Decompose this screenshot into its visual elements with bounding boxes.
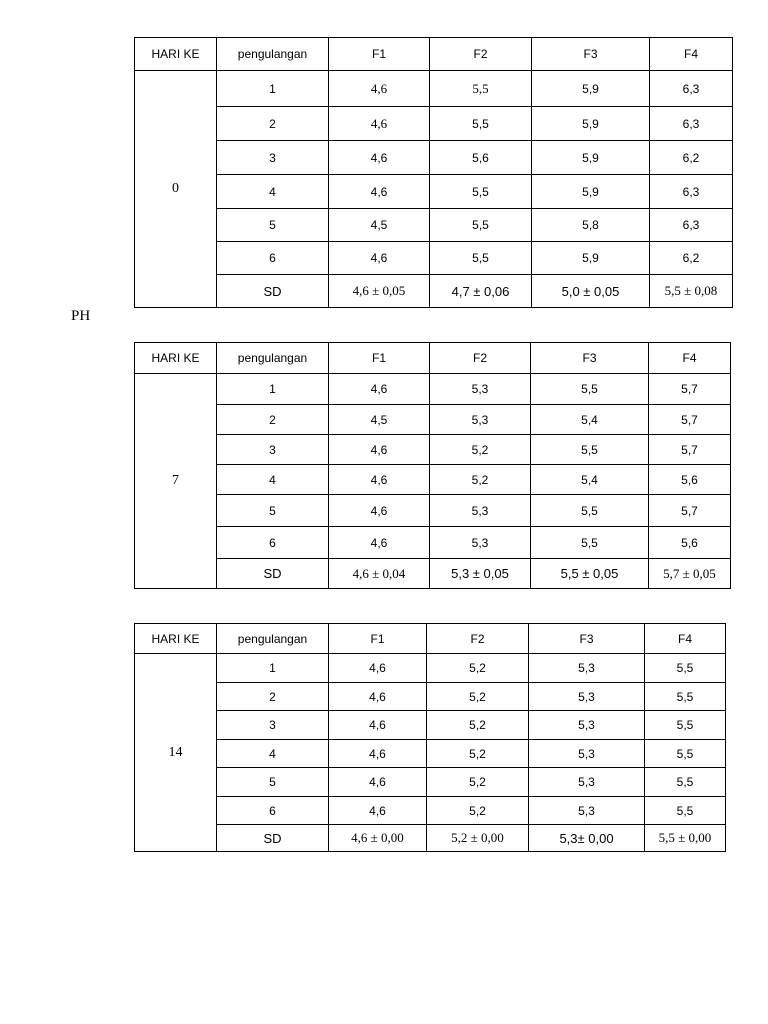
f3-cell: 5,9 bbox=[532, 242, 650, 275]
rep-cell: 2 bbox=[217, 107, 329, 141]
f3-cell: 5,9 bbox=[532, 141, 650, 175]
table-row bbox=[135, 209, 733, 242]
f2-cell: 5,3 bbox=[430, 374, 531, 405]
f1-cell: 4,6 bbox=[329, 175, 430, 209]
day-cell: 0 bbox=[135, 71, 217, 308]
rep-cell: 5 bbox=[217, 495, 329, 527]
header-hari-ke: HARI KE bbox=[135, 38, 217, 71]
ph-table-day-0 bbox=[134, 37, 733, 308]
f4-cell: 5,5 bbox=[645, 797, 726, 825]
f2-cell: 5,2 bbox=[430, 435, 531, 465]
f1-cell: 4,6 bbox=[329, 71, 430, 107]
f4-cell: 5,7 bbox=[649, 435, 731, 465]
f1-sd-cell: 4,6 ± 0,04 bbox=[329, 559, 430, 589]
table-row bbox=[135, 495, 731, 527]
rep-cell: 5 bbox=[217, 209, 329, 242]
f3-cell: 5,5 bbox=[531, 527, 649, 559]
f3-cell: 5,3 bbox=[529, 683, 645, 711]
f4-cell: 5,7 bbox=[649, 495, 731, 527]
f4-sd-cell: 5,7 ± 0,05 bbox=[649, 559, 731, 589]
table-row bbox=[135, 405, 731, 435]
rep-cell: 1 bbox=[217, 71, 329, 107]
sd-row bbox=[135, 559, 731, 589]
header-f2: F2 bbox=[427, 624, 529, 654]
f4-cell: 5,5 bbox=[645, 711, 726, 740]
header-row bbox=[135, 343, 731, 374]
header-row bbox=[135, 624, 726, 654]
f3-cell: 5,3 bbox=[529, 797, 645, 825]
table-row bbox=[135, 711, 726, 740]
f3-cell: 5,3 bbox=[529, 768, 645, 797]
f3-sd-cell: 5,5 ± 0,05 bbox=[531, 559, 649, 589]
table-row bbox=[135, 242, 733, 275]
rep-cell: 4 bbox=[217, 740, 329, 768]
f1-cell: 4,6 bbox=[329, 740, 427, 768]
f4-cell: 5,6 bbox=[649, 527, 731, 559]
rep-cell: 5 bbox=[217, 768, 329, 797]
rep-cell: 4 bbox=[217, 175, 329, 209]
ph-caption: PH bbox=[71, 308, 91, 324]
rep-cell: 4 bbox=[217, 465, 329, 495]
table-row bbox=[135, 797, 726, 825]
header-pengulangan: pengulangan bbox=[217, 38, 329, 71]
day-cell: 7 bbox=[135, 374, 217, 589]
rep-cell: 3 bbox=[217, 141, 329, 175]
f3-cell: 5,5 bbox=[531, 435, 649, 465]
f3-sd-cell: 5,0 ± 0,05 bbox=[532, 275, 650, 308]
f1-cell: 4,6 bbox=[329, 654, 427, 683]
table-row bbox=[135, 740, 726, 768]
header-f1: F1 bbox=[329, 343, 430, 374]
f4-sd-cell: 5,5 ± 0,08 bbox=[650, 275, 733, 308]
f2-cell: 5,3 bbox=[430, 495, 531, 527]
f1-cell: 4,6 bbox=[329, 242, 430, 275]
table-row bbox=[135, 141, 733, 175]
f3-cell: 5,4 bbox=[531, 405, 649, 435]
f4-cell: 5,6 bbox=[649, 465, 731, 495]
f2-cell: 5,6 bbox=[430, 141, 532, 175]
f1-cell: 4,6 bbox=[329, 435, 430, 465]
header-f1: F1 bbox=[329, 624, 427, 654]
rep-cell: 3 bbox=[217, 435, 329, 465]
header-f4: F4 bbox=[650, 38, 733, 71]
f2-cell: 5,3 bbox=[430, 405, 531, 435]
f2-cell: 5,5 bbox=[430, 107, 532, 141]
table-row bbox=[135, 768, 726, 797]
f2-sd-cell: 4,7 ± 0,06 bbox=[430, 275, 532, 308]
f4-cell: 5,7 bbox=[649, 374, 731, 405]
rep-cell: 1 bbox=[217, 374, 329, 405]
f2-cell: 5,2 bbox=[427, 654, 529, 683]
table-row bbox=[135, 435, 731, 465]
f3-cell: 5,4 bbox=[531, 465, 649, 495]
header-f3: F3 bbox=[529, 624, 645, 654]
f1-cell: 4,6 bbox=[329, 797, 427, 825]
f1-cell: 4,6 bbox=[329, 107, 430, 141]
f1-cell: 4,6 bbox=[329, 495, 430, 527]
f4-cell: 5,5 bbox=[645, 683, 726, 711]
ph-table-day-7 bbox=[134, 342, 731, 589]
f4-cell: 5,5 bbox=[645, 654, 726, 683]
table-row bbox=[135, 527, 731, 559]
table-row bbox=[135, 654, 726, 683]
f4-cell: 6,2 bbox=[650, 242, 733, 275]
f4-cell: 5,5 bbox=[645, 740, 726, 768]
rep-cell: 1 bbox=[217, 654, 329, 683]
f4-cell: 6,2 bbox=[650, 141, 733, 175]
f1-cell: 4,5 bbox=[329, 405, 430, 435]
header-hari-ke: HARI KE bbox=[135, 624, 217, 654]
f1-cell: 4,6 bbox=[329, 527, 430, 559]
header-f3: F3 bbox=[531, 343, 649, 374]
f4-cell: 5,7 bbox=[649, 405, 731, 435]
header-f1: F1 bbox=[329, 38, 430, 71]
table-row bbox=[135, 107, 733, 141]
f2-cell: 5,5 bbox=[430, 242, 532, 275]
rep-cell: 6 bbox=[217, 242, 329, 275]
f3-cell: 5,3 bbox=[529, 711, 645, 740]
f1-sd-cell: 4,6 ± 0,05 bbox=[329, 275, 430, 308]
f2-sd-cell: 5,3 ± 0,05 bbox=[430, 559, 531, 589]
f1-cell: 4,6 bbox=[329, 768, 427, 797]
f2-cell: 5,2 bbox=[427, 740, 529, 768]
f1-cell: 4,6 bbox=[329, 141, 430, 175]
f2-cell: 5,2 bbox=[427, 797, 529, 825]
table-row bbox=[135, 374, 731, 405]
rep-cell-sd: SD bbox=[217, 559, 329, 589]
f2-cell: 5,2 bbox=[427, 683, 529, 711]
rep-cell: 6 bbox=[217, 527, 329, 559]
day-cell: 14 bbox=[135, 654, 217, 852]
f1-cell: 4,5 bbox=[329, 209, 430, 242]
f4-cell: 6,3 bbox=[650, 209, 733, 242]
f1-cell: 4,6 bbox=[329, 465, 430, 495]
sd-row bbox=[135, 275, 733, 308]
f3-sd-cell: 5,3± 0,00 bbox=[529, 825, 645, 852]
f2-cell: 5,5 bbox=[430, 209, 532, 242]
rep-cell-sd: SD bbox=[217, 825, 329, 852]
f1-cell: 4,6 bbox=[329, 374, 430, 405]
sd-row bbox=[135, 825, 726, 852]
f1-sd-cell: 4,6 ± 0,00 bbox=[329, 825, 427, 852]
header-f4: F4 bbox=[645, 624, 726, 654]
f4-cell: 6,3 bbox=[650, 107, 733, 141]
f2-cell: 5,5 bbox=[430, 175, 532, 209]
f3-cell: 5,5 bbox=[531, 495, 649, 527]
f3-cell: 5,3 bbox=[529, 654, 645, 683]
header-hari-ke: HARI KE bbox=[135, 343, 217, 374]
rep-cell-sd: SD bbox=[217, 275, 329, 308]
f3-cell: 5,9 bbox=[532, 175, 650, 209]
header-pengulangan: pengulangan bbox=[217, 343, 329, 374]
f3-cell: 5,9 bbox=[532, 71, 650, 107]
f3-cell: 5,3 bbox=[529, 740, 645, 768]
table-row bbox=[135, 465, 731, 495]
header-f2: F2 bbox=[430, 343, 531, 374]
table-row bbox=[135, 683, 726, 711]
f4-cell: 6,3 bbox=[650, 71, 733, 107]
f4-cell: 6,3 bbox=[650, 175, 733, 209]
header-f3: F3 bbox=[532, 38, 650, 71]
f2-cell: 5,2 bbox=[427, 711, 529, 740]
header-f4: F4 bbox=[649, 343, 731, 374]
rep-cell: 3 bbox=[217, 711, 329, 740]
f2-sd-cell: 5,2 ± 0,00 bbox=[427, 825, 529, 852]
f1-cell: 4,6 bbox=[329, 711, 427, 740]
f4-sd-cell: 5,5 ± 0,00 bbox=[645, 825, 726, 852]
table-row bbox=[135, 71, 733, 107]
f1-cell: 4,6 bbox=[329, 683, 427, 711]
rep-cell: 2 bbox=[217, 683, 329, 711]
f2-cell: 5,5 bbox=[430, 71, 532, 107]
header-row bbox=[135, 38, 733, 71]
ph-table-day-14 bbox=[134, 623, 726, 852]
header-pengulangan: pengulangan bbox=[217, 624, 329, 654]
f3-cell: 5,9 bbox=[532, 107, 650, 141]
header-f2: F2 bbox=[430, 38, 532, 71]
rep-cell: 6 bbox=[217, 797, 329, 825]
f2-cell: 5,2 bbox=[427, 768, 529, 797]
f3-cell: 5,5 bbox=[531, 374, 649, 405]
table-row bbox=[135, 175, 733, 209]
rep-cell: 2 bbox=[217, 405, 329, 435]
f4-cell: 5,5 bbox=[645, 768, 726, 797]
f2-cell: 5,2 bbox=[430, 465, 531, 495]
f3-cell: 5,8 bbox=[532, 209, 650, 242]
f2-cell: 5,3 bbox=[430, 527, 531, 559]
